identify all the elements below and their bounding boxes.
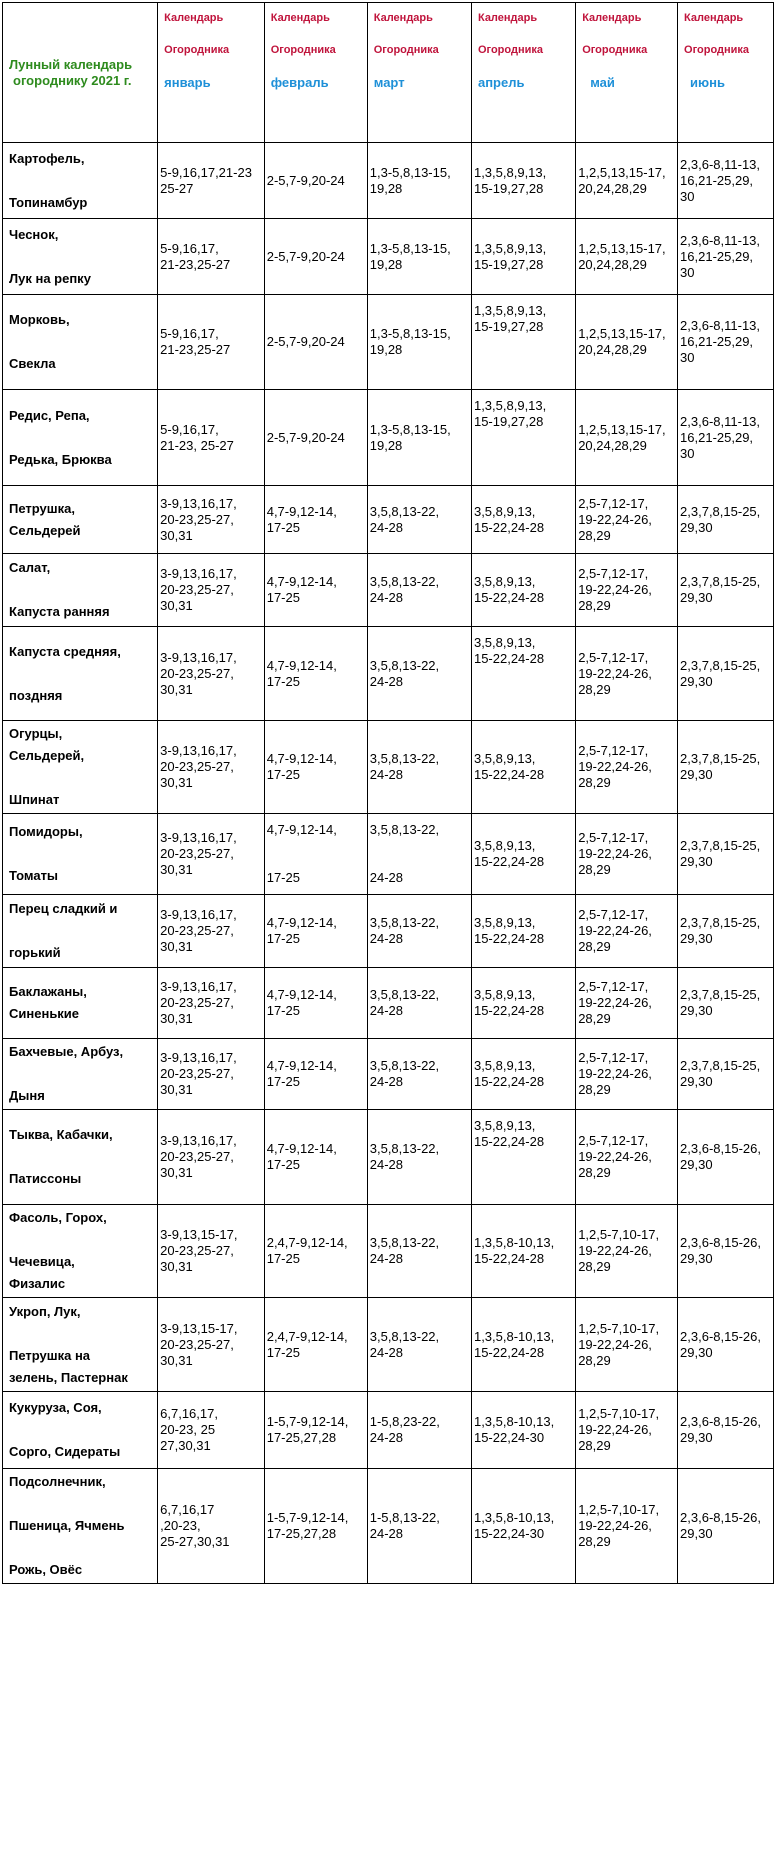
planting-days-cell: 2,3,6-8,15-26, 29,30 bbox=[678, 1392, 774, 1469]
header-row bbox=[3, 3, 774, 143]
crop-name bbox=[3, 627, 158, 721]
planting-days-cell: 3,5,8,9,13, 15-22,24-28 bbox=[471, 554, 575, 627]
planting-days-cell: 4,7-9,12-14, 17-25 bbox=[264, 554, 367, 627]
crop-name-line: Патиссоны bbox=[9, 1171, 82, 1186]
planting-days-cell: 1-5,8,23-22, 24-28 bbox=[367, 1392, 471, 1469]
planting-days-cell: 2,3,6-8,11-13, 16,21-25,29, 30 bbox=[678, 143, 774, 219]
crop-name-line: Перец сладкий и bbox=[9, 901, 118, 916]
calendar-title bbox=[3, 3, 158, 143]
crop-name-line: Петрушка на bbox=[9, 1347, 91, 1363]
gardener-word: Огородника bbox=[270, 44, 336, 56]
crop-name-line: Картофель, bbox=[9, 150, 85, 166]
gardener-word: Огородника bbox=[582, 44, 648, 56]
planting-days-cell: 3,5,8,13-22, 24-28 bbox=[367, 1205, 471, 1298]
crop-name-line: Капуста ранняя bbox=[9, 604, 110, 619]
planting-days-cell: 3-9,13,16,17, 20-23,25-27, 30,31 bbox=[158, 968, 265, 1039]
table-row bbox=[3, 1039, 774, 1110]
planting-days-cell: 3,5,8,9,13, 15-22,24-28 bbox=[471, 1110, 575, 1205]
crop-name bbox=[3, 1469, 158, 1584]
planting-days-cell: 2,3,7,8,15-25, 29,30 bbox=[678, 968, 774, 1039]
planting-days-cell: 1,2,5,13,15-17, 20,24,28,29 bbox=[576, 143, 678, 219]
planting-days-cell: 4,7-9,12-14, 17-25 bbox=[264, 486, 367, 554]
planting-days-cell: 4,7-9,12-14, 17-25 bbox=[264, 895, 367, 968]
planting-days-cell: 2,5-7,12-17, 19-22,24-26, 28,29 bbox=[576, 554, 678, 627]
crop-name-line: Редька, Брюква bbox=[9, 451, 112, 467]
planting-days-cell: 3-9,13,16,17, 20-23,25-27, 30,31 bbox=[158, 721, 265, 814]
planting-days-cell: 5-9,16,17, 21-23,25-27 bbox=[158, 295, 265, 390]
title-line-1: Лунный календарь bbox=[9, 56, 133, 72]
planting-days-cell: 2,3,6-8,11-13, 16,21-25,29, 30 bbox=[678, 390, 774, 486]
planting-days-cell: 3-9,13,16,17, 20-23,25-27, 30,31 bbox=[158, 486, 265, 554]
crop-name-line: горький bbox=[9, 945, 61, 960]
planting-days-cell: 1,3,5,8-10,13, 15-22,24-30 bbox=[471, 1392, 575, 1469]
planting-days-cell: 3,5,8,13-22, 24-28 bbox=[367, 1298, 471, 1392]
table-row bbox=[3, 390, 774, 486]
planting-days-cell: 2,3,7,8,15-25, 29,30 bbox=[678, 1039, 774, 1110]
crop-name-line: Салат, bbox=[9, 560, 51, 575]
month-name: апрель bbox=[477, 75, 525, 90]
gardener-word: Огородника bbox=[164, 44, 230, 56]
crop-name-line: Петрушка, bbox=[9, 500, 75, 516]
planting-days-cell: 1,3,5,8-10,13, 15-22,24-30 bbox=[471, 1469, 575, 1584]
planting-days-cell: 2,5-7,12-17, 19-22,24-26, 28,29 bbox=[576, 968, 678, 1039]
planting-days-cell: 3,5,8,13-22, 24-28 bbox=[367, 1039, 471, 1110]
crop-name-line: Физалис bbox=[9, 1276, 66, 1291]
crop-name-line: Укроп, Лук, bbox=[9, 1303, 81, 1319]
planting-days-cell: 3,5,8,13-22, 24-28 bbox=[367, 627, 471, 721]
planting-days-cell: 1,2,5-7,10-17, 19-22,24-26, 28,29 bbox=[576, 1392, 678, 1469]
planting-days-cell: 2,3,7,8,15-25, 29,30 bbox=[678, 721, 774, 814]
planting-days-cell: 3,5,8,9,13, 15-22,24-28 bbox=[471, 627, 575, 721]
planting-days-cell: 5-9,16,17,21-23 25-27 bbox=[158, 143, 265, 219]
table-row bbox=[3, 219, 774, 295]
crop-name bbox=[3, 219, 158, 295]
planting-days-cell: 2,3,6-8,15-26, 29,30 bbox=[678, 1205, 774, 1298]
planting-days-cell: 2,4,7-9,12-14, 17-25 bbox=[264, 1205, 367, 1298]
gardener-word: Огородника bbox=[373, 44, 439, 56]
planting-days-cell: 3-9,13,16,17, 20-23,25-27, 30,31 bbox=[158, 554, 265, 627]
planting-days-cell: 1,2,5-7,10-17, 19-22,24-26, 28,29 bbox=[576, 1469, 678, 1584]
planting-days-cell: 2,5-7,12-17, 19-22,24-26, 28,29 bbox=[576, 895, 678, 968]
planting-days-cell: 2-5,7-9,20-24 bbox=[264, 143, 367, 219]
planting-days-cell: 1,3,5,8,9,13, 15-19,27,28 bbox=[471, 390, 575, 486]
planting-days-cell: 3,5,8,13-22, 24-28 bbox=[367, 814, 471, 895]
crop-name bbox=[3, 295, 158, 390]
crop-name-line: Бахчевые, Арбуз, bbox=[9, 1044, 124, 1059]
crop-name-line: Лук на репку bbox=[9, 270, 91, 286]
planting-days-cell: 3,5,8,9,13, 15-22,24-28 bbox=[471, 895, 575, 968]
table-row bbox=[3, 1392, 774, 1469]
planting-days-cell: 2,5-7,12-17, 19-22,24-26, 28,29 bbox=[576, 627, 678, 721]
crop-name-line: Баклажаны, bbox=[9, 984, 87, 999]
planting-days-cell: 1,3,5,8,9,13, 15-19,27,28 bbox=[471, 143, 575, 219]
planting-days-cell: 1,3,5,8-10,13, 15-22,24-28 bbox=[471, 1298, 575, 1392]
crop-name bbox=[3, 721, 158, 814]
crop-name bbox=[3, 1392, 158, 1469]
crop-name-line: Капуста средняя, bbox=[9, 643, 121, 659]
crop-name-line: Чечевица, bbox=[9, 1254, 75, 1269]
month-header bbox=[471, 3, 575, 143]
crop-name-line: Дыня bbox=[9, 1088, 45, 1103]
table-row bbox=[3, 1298, 774, 1392]
planting-days-cell: 3-9,13,16,17, 20-23,25-27, 30,31 bbox=[158, 627, 265, 721]
planting-days-cell: 3,5,8,13-22, 24-28 bbox=[367, 895, 471, 968]
crop-name-line: Морковь, bbox=[9, 312, 70, 327]
planting-days-cell: 2,3,6-8,15-26, 29,30 bbox=[678, 1298, 774, 1392]
planting-days-cell: 1,3-5,8,13-15, 19,28 bbox=[367, 295, 471, 390]
crop-name-line: Фасоль, Горох, bbox=[9, 1210, 107, 1225]
month-header bbox=[158, 3, 265, 143]
planting-days-cell: 2,3,6-8,15-26, 29,30 bbox=[678, 1110, 774, 1205]
planting-days-cell: 1,3,5,8-10,13, 15-22,24-28 bbox=[471, 1205, 575, 1298]
calendar-word: Календарь bbox=[164, 12, 224, 24]
crop-name-line: Пшеница, Ячмень bbox=[9, 1518, 125, 1533]
crop-name-line: Чеснок, bbox=[9, 226, 59, 242]
planting-days-cell: 4,7-9,12-14, 17-25 bbox=[264, 1039, 367, 1110]
planting-days-cell: 1,3,5,8,9,13, 15-19,27,28 bbox=[471, 219, 575, 295]
planting-days-cell: 2,3,7,8,15-25, 29,30 bbox=[678, 554, 774, 627]
planting-days-cell: 3-9,13,16,17, 20-23,25-27, 30,31 bbox=[158, 1110, 265, 1205]
planting-days-cell: 3-9,13,16,17, 20-23,25-27, 30,31 bbox=[158, 1039, 265, 1110]
planting-days-cell: 3-9,13,16,17, 20-23,25-27, 30,31 bbox=[158, 895, 265, 968]
table-row bbox=[3, 627, 774, 721]
calendar-word: Календарь bbox=[373, 12, 433, 24]
planting-days-cell: 1,2,5-7,10-17, 19-22,24-26, 28,29 bbox=[576, 1298, 678, 1392]
planting-days-cell: 1,2,5-7,10-17, 19-22,24-26, 28,29 bbox=[576, 1205, 678, 1298]
planting-days-cell: 5-9,16,17, 21-23, 25-27 bbox=[158, 390, 265, 486]
planting-days-cell: 3,5,8,13-22, 24-28 bbox=[367, 1110, 471, 1205]
planting-days-cell: 5-9,16,17, 21-23,25-27 bbox=[158, 219, 265, 295]
crop-name-line: Томаты bbox=[9, 868, 59, 883]
crop-name bbox=[3, 1298, 158, 1392]
month-name: февраль bbox=[270, 75, 329, 90]
crop-name-line: Шпинат bbox=[9, 792, 60, 807]
crop-name-line: Тыква, Кабачки, bbox=[9, 1127, 113, 1142]
month-header bbox=[678, 3, 774, 143]
crop-name bbox=[3, 968, 158, 1039]
planting-days-cell: 1,2,5,13,15-17, 20,24,28,29 bbox=[576, 390, 678, 486]
planting-days-cell: 4,7-9,12-14, 17-25 bbox=[264, 1110, 367, 1205]
crop-name-line: Сельдерей, bbox=[9, 748, 85, 763]
calendar-word: Календарь bbox=[270, 12, 330, 24]
crop-name-line: Помидоры, bbox=[9, 824, 83, 839]
month-name: январь bbox=[164, 75, 211, 90]
planting-days-cell: 2,5-7,12-17, 19-22,24-26, 28,29 bbox=[576, 814, 678, 895]
planting-days-cell: 3,5,8,9,13, 15-22,24-28 bbox=[471, 721, 575, 814]
planting-days-cell: 1,3-5,8,13-15, 19,28 bbox=[367, 219, 471, 295]
planting-days-cell: 1,3-5,8,13-15, 19,28 bbox=[367, 143, 471, 219]
table-row bbox=[3, 968, 774, 1039]
planting-days-cell: 2-5,7-9,20-24 bbox=[264, 219, 367, 295]
planting-days-cell: 4,7-9,12-14, 17-25 bbox=[264, 814, 367, 895]
planting-days-cell: 6,7,16,17, 20-23, 25 27,30,31 bbox=[158, 1392, 265, 1469]
planting-days-cell: 2,3,7,8,15-25, 29,30 bbox=[678, 814, 774, 895]
crop-name bbox=[3, 1039, 158, 1110]
crop-name bbox=[3, 143, 158, 219]
planting-days-cell: 2,5-7,12-17, 19-22,24-26, 28,29 bbox=[576, 721, 678, 814]
planting-days-cell: 2-5,7-9,20-24 bbox=[264, 295, 367, 390]
lunar-calendar-table bbox=[2, 2, 774, 1584]
crop-name-line: Свекла bbox=[9, 356, 56, 371]
table-row bbox=[3, 1205, 774, 1298]
gardener-word: Огородника bbox=[477, 44, 543, 56]
crop-name-line: Редис, Репа, bbox=[9, 407, 90, 423]
planting-days-cell: 2,3,7,8,15-25, 29,30 bbox=[678, 486, 774, 554]
planting-days-cell: 1,3,5,8,9,13, 15-19,27,28 bbox=[471, 295, 575, 390]
table-row bbox=[3, 1469, 774, 1584]
crop-name-line: Подсолнечник, bbox=[9, 1474, 106, 1489]
table-row bbox=[3, 295, 774, 390]
planting-days-cell: 3,5,8,13-22, 24-28 bbox=[367, 486, 471, 554]
crop-name-line: поздняя bbox=[9, 687, 63, 703]
calendar-word: Календарь bbox=[684, 12, 744, 24]
planting-days-cell: 2,3,7,8,15-25, 29,30 bbox=[678, 895, 774, 968]
crop-name-line: Сорго, Сидераты bbox=[9, 1444, 121, 1459]
month-header bbox=[367, 3, 471, 143]
planting-days-cell: 3,5,8,13-22, 24-28 bbox=[367, 554, 471, 627]
planting-days-cell: 3,5,8,13-22, 24-28 bbox=[367, 721, 471, 814]
crop-name-line: Сельдерей bbox=[9, 522, 81, 538]
title-line-2: огороднику 2021 г. bbox=[13, 72, 132, 88]
planting-days-cell: 4,7-9,12-14, 17-25 bbox=[264, 627, 367, 721]
crop-name-line: Топинамбур bbox=[9, 194, 88, 210]
planting-days-cell: 3,5,8,9,13, 15-22,24-28 bbox=[471, 968, 575, 1039]
crop-name-line: Рожь, Овёс bbox=[9, 1562, 83, 1577]
crop-name-line: Огурцы, bbox=[9, 726, 63, 741]
month-name: май bbox=[590, 75, 615, 90]
planting-days-cell: 2,3,6-8,11-13, 16,21-25,29, 30 bbox=[678, 219, 774, 295]
planting-days-cell: 3-9,13,16,17, 20-23,25-27, 30,31 bbox=[158, 814, 265, 895]
planting-days-cell: 3,5,8,9,13, 15-22,24-28 bbox=[471, 814, 575, 895]
planting-days-cell: 3,5,8,9,13, 15-22,24-28 bbox=[471, 486, 575, 554]
planting-days-cell: 1-5,7-9,12-14, 17-25,27,28 bbox=[264, 1392, 367, 1469]
calendar-word: Календарь bbox=[477, 12, 538, 24]
table-row bbox=[3, 486, 774, 554]
calendar-word: Календарь bbox=[582, 12, 642, 24]
planting-days-cell: 1,3-5,8,13-15, 19,28 bbox=[367, 390, 471, 486]
planting-days-cell: 4,7-9,12-14, 17-25 bbox=[264, 968, 367, 1039]
month-header bbox=[576, 3, 678, 143]
planting-days-cell: 3-9,13,15-17, 20-23,25-27, 30,31 bbox=[158, 1205, 265, 1298]
month-header bbox=[264, 3, 367, 143]
table-row bbox=[3, 814, 774, 895]
planting-days-cell: 3,5,8,9,13, 15-22,24-28 bbox=[471, 1039, 575, 1110]
table-row bbox=[3, 895, 774, 968]
crop-name bbox=[3, 554, 158, 627]
planting-days-cell: 2,5-7,12-17, 19-22,24-26, 28,29 bbox=[576, 1110, 678, 1205]
crop-name bbox=[3, 814, 158, 895]
table-row bbox=[3, 554, 774, 627]
planting-days-cell: 3-9,13,15-17, 20-23,25-27, 30,31 bbox=[158, 1298, 265, 1392]
planting-days-cell: 2,4,7-9,12-14, 17-25 bbox=[264, 1298, 367, 1392]
planting-days-cell: 4,7-9,12-14, 17-25 bbox=[264, 721, 367, 814]
month-name: март bbox=[373, 75, 405, 90]
crop-name bbox=[3, 1110, 158, 1205]
crop-name bbox=[3, 390, 158, 486]
planting-days-cell: 2,3,6-8,15-26, 29,30 bbox=[678, 1469, 774, 1584]
planting-days-cell: 2-5,7-9,20-24 bbox=[264, 390, 367, 486]
planting-days-cell: 3,5,8,13-22, 24-28 bbox=[367, 968, 471, 1039]
table-row bbox=[3, 721, 774, 814]
table-row bbox=[3, 143, 774, 219]
planting-days-cell: 1,2,5,13,15-17, 20,24,28,29 bbox=[576, 219, 678, 295]
crop-name bbox=[3, 895, 158, 968]
gardener-word: Огородника bbox=[684, 44, 750, 56]
planting-days-cell: 2,3,6-8,11-13, 16,21-25,29, 30 bbox=[678, 295, 774, 390]
crop-name-line: Кукуруза, Соя, bbox=[9, 1400, 102, 1415]
crop-name-line: зелень, Пастернак bbox=[9, 1369, 128, 1385]
crop-name bbox=[3, 486, 158, 554]
table-row bbox=[3, 1110, 774, 1205]
planting-days-cell: 2,3,7,8,15-25, 29,30 bbox=[678, 627, 774, 721]
planting-days-cell: 6,7,16,17 ,20-23, 25-27,30,31 bbox=[158, 1469, 265, 1584]
crop-name bbox=[3, 1205, 158, 1298]
planting-days-cell: 1-5,7-9,12-14, 17-25,27,28 bbox=[264, 1469, 367, 1584]
planting-days-cell: 2,5-7,12-17, 19-22,24-26, 28,29 bbox=[576, 1039, 678, 1110]
month-name: июнь bbox=[690, 75, 725, 90]
planting-days-cell: 2,5-7,12-17, 19-22,24-26, 28,29 bbox=[576, 486, 678, 554]
planting-days-cell: 1-5,8,13-22, 24-28 bbox=[367, 1469, 471, 1584]
planting-days-cell: 1,2,5,13,15-17, 20,24,28,29 bbox=[576, 295, 678, 390]
crop-name-line: Синенькие bbox=[9, 1006, 80, 1021]
